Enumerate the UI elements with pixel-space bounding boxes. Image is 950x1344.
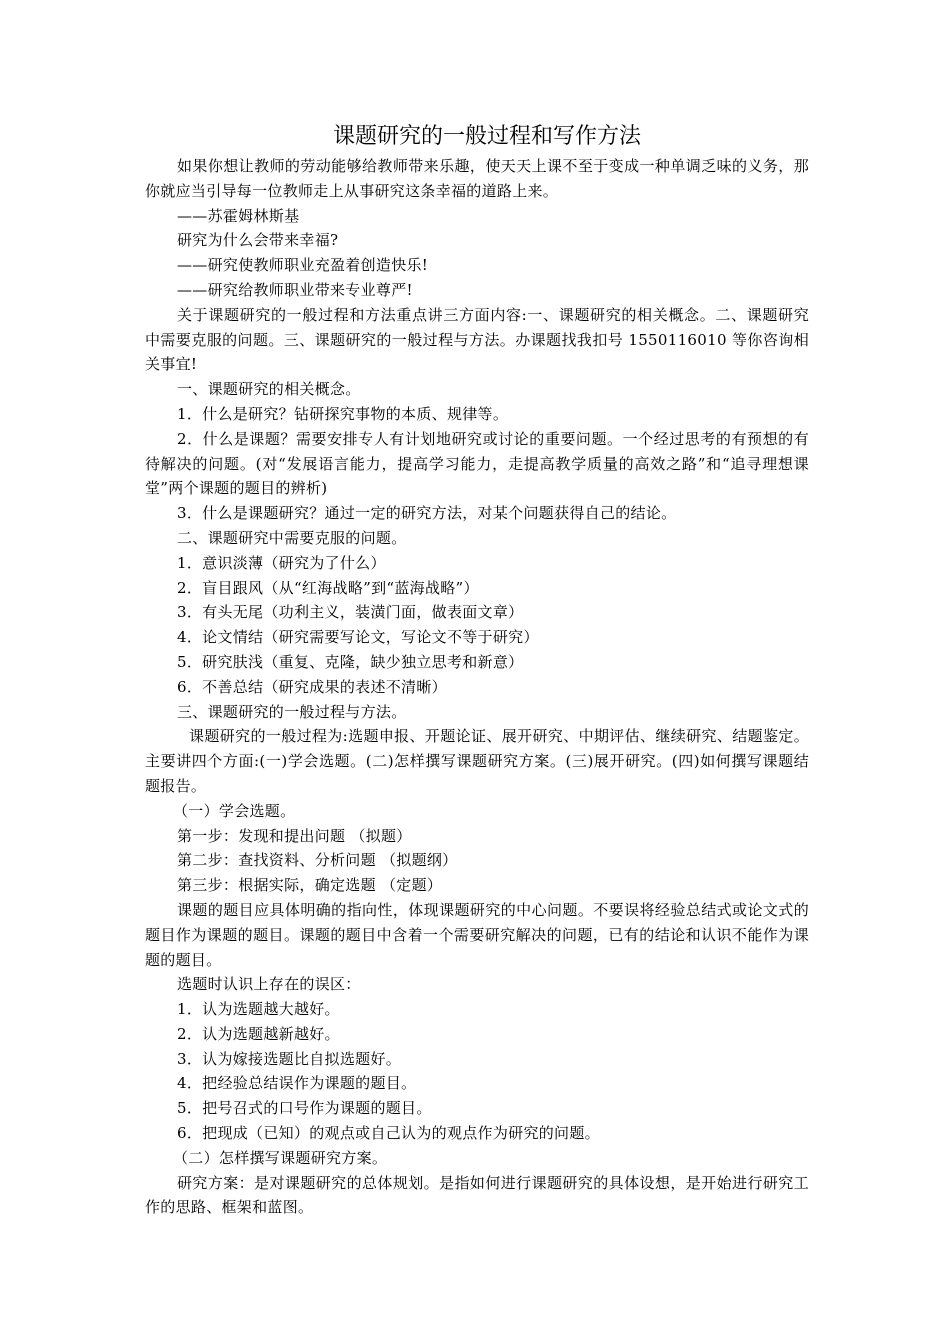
list-item: 6．不善总结（研究成果的表述不清晰） (177, 677, 447, 696)
list-item: 1．意识淡薄（研究为了什么） (177, 553, 386, 572)
paragraph-question: 研究为什么会带来幸福? (177, 231, 339, 250)
subsection-heading-2: （二）怎样撰写课题研究方案。 (173, 1148, 388, 1167)
list-item: 3．有头无尾（功利主义，装潢门面，做表面文章） (177, 603, 524, 622)
list-item: 3．什么是课题研究？通过一定的研究方法，对某个问题获得自己的结论。 (177, 504, 677, 523)
paragraph-answer-1: ——研究使教师职业充盈着创造快乐! (177, 256, 429, 275)
section-heading-2: 二、课题研究中需要克服的问题。 (177, 528, 407, 547)
paragraph-quote-author: ——苏霍姆林斯基 (177, 206, 300, 225)
list-item: 4．把经验总结误作为课题的题目。 (177, 1074, 417, 1093)
paragraph-topic-guidance: 课题的题目应具体明确的指向性，体现课题研究的中心问题。不要误将经验总结式或论文式的题目作为课题的题目。课题的题目中含着一个需要研究解决的问题，已有的结论和认识不能作为课题的题目。 (145, 900, 809, 969)
paragraph-intro: 关于课题研究的一般过程和方法重点讲三方面内容:一、课题研究的相关概念。二、课题研究中需要克服的问题。三、课题研究的一般过程与方法。办课题找我扣号 1550116010 等你咨询相关事宜! (145, 305, 809, 374)
step-item: 第二步：查找资料、分析问题 （拟题纲） (177, 851, 458, 870)
subsection-heading-1: （一）学会选题。 (173, 801, 296, 820)
paragraph-quote: 如果你想让教师的劳动能够给教师带来乐趣，使天天上课不至于变成一种单调乏味的义务，那你就应当引导每一位教师走上从事研究这条幸福的道路上来。 (145, 157, 809, 200)
list-item: 2．什么是课题？需要安排专人有计划地研究或讨论的重要问题。一个经过思考的有预想的有待解决的问题。(对“发展语言能力，提高学习能力，走提高教学质量的高效之路”和“追寻理想课堂”两个课题的题目的辨析) (145, 429, 809, 498)
list-item: 2．认为选题越新越好。 (177, 1024, 340, 1043)
document-title: 课题研究的一般过程和写作方法 (332, 124, 641, 149)
list-item: 1．认为选题越大越好。 (177, 1000, 340, 1019)
list-item: 3．认为嫁接选题比自拟选题好。 (177, 1049, 402, 1068)
list-item: 5．研究肤浅（重复、克隆，缺少独立思考和新意） (177, 652, 524, 671)
paragraph-answer-2: ——研究给教师职业带来专业尊严! (177, 280, 413, 299)
paragraph-plan-definition: 研究方案：是对课题研究的总体规划。是指如何进行课题研究的具体设想，是开始进行研究工作的思路、框架和蓝图。 (145, 1173, 809, 1217)
section-heading-1: 一、课题研究的相关概念。 (177, 380, 361, 399)
step-item: 第一步：发现和提出问题 （拟题） (177, 826, 412, 845)
list-item: 6．把现成（已知）的观点或自己认为的观点作为研究的问题。 (177, 1124, 600, 1143)
section-heading-3: 三、课题研究的一般过程与方法。 (177, 702, 407, 721)
document-page (145, 122, 809, 1220)
step-item: 第三步：根据实际，确定选题 （定题） (177, 876, 443, 895)
paragraph-process: 课题研究的一般过程为:选题申报、开题论证、展开研究、中期评估、继续研究、结题鉴定。主要讲四个方面:(一)学会选题。(二)怎样撰写课题研究方案。(三)展开研究。(四)如何撰写课题结题报告。 (145, 727, 809, 795)
list-item: 2．盲目跟风（从“红海战略”到“蓝海战略”） (177, 578, 479, 597)
list-item: 5．把号召式的口号作为课题的题目。 (177, 1099, 432, 1118)
list-item: 1．什么是研究？钻研探究事物的本质、规律等。 (177, 404, 509, 423)
list-item: 4．论文情结（研究需要写论文，写论文不等于研究） (177, 628, 539, 647)
paragraph-misconceptions: 选题时认识上存在的误区： (177, 975, 361, 994)
